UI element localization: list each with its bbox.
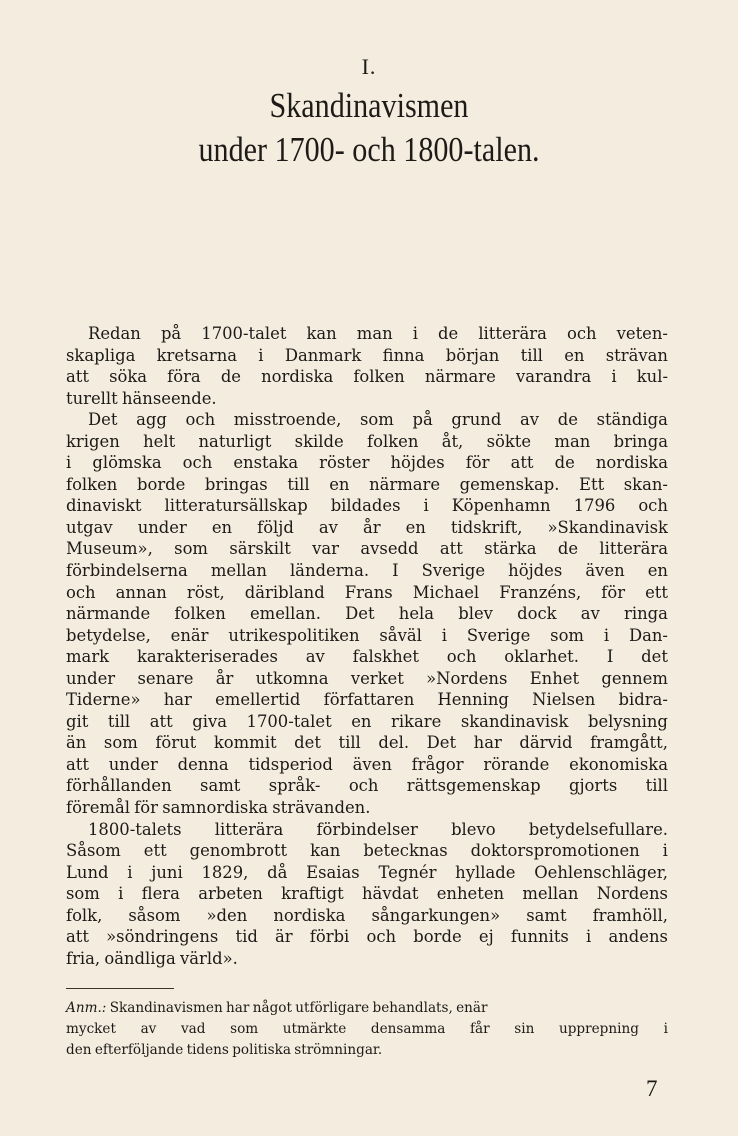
text-line [66,474,668,496]
word: en [564,345,585,365]
text-line [66,603,668,625]
word: utkomna [255,668,329,688]
word: Såsom [66,841,121,861]
word: rikare [390,711,442,731]
word: del. [378,733,410,753]
word: sökte [486,431,532,451]
word: får [469,1021,490,1037]
word: därvid [519,733,573,753]
word: betydelse, [66,625,151,645]
word: som [550,625,584,645]
word: finna [382,345,425,365]
word: litterära [478,324,547,343]
word: grund [451,410,502,430]
word: gjorts [568,776,618,796]
text-line [66,538,668,560]
word: stärka [484,539,537,559]
word: Det [88,410,118,430]
word: till [287,474,310,494]
word: veten- [616,324,668,343]
word: tidsperiod [248,754,333,774]
word: avsedd [360,539,419,559]
word: giva [192,711,227,731]
word: strävan [605,345,668,365]
word: att [149,711,173,731]
word: har [473,733,502,753]
word: i [586,927,592,947]
page-number: 7 [646,1076,658,1101]
word: har [163,690,192,710]
word: som [174,539,208,559]
word: att [66,927,89,947]
text-line [66,926,668,948]
word: även [352,754,392,774]
word: doktorspromotionen [470,841,640,861]
word: av [318,517,338,537]
word: och [185,410,216,430]
word: senare [137,668,194,688]
word: ständiga [596,410,668,430]
word: Frans [344,582,393,602]
word: dinaviskt [66,496,142,516]
word: närmare [369,474,441,494]
word: de [554,453,575,473]
word: till [338,733,361,753]
word: i [611,367,617,387]
word: ej [478,927,494,947]
word: skilde [294,431,344,451]
word: kan [306,324,337,343]
word: bringa [613,431,668,451]
word: det [294,733,321,753]
word: i [423,496,429,516]
word: samt [200,776,241,796]
text-line [66,431,668,453]
word: betecknas [363,841,448,861]
body-text [66,323,668,969]
word: emellertid [215,690,301,710]
word: de [557,539,579,559]
text-line [66,819,668,841]
footnote-line-1-text: Skandinavismen har något utförligare behandlats, enär [106,1000,488,1016]
footnote [66,998,668,1061]
word: att [66,367,89,387]
word: folken [353,367,405,387]
word: de [438,324,459,343]
text-line [66,775,668,797]
word: denna [177,754,229,774]
text-line: fria, oändliga värld». [66,948,238,968]
word: folken [174,604,226,624]
word: dock [517,604,557,624]
chapter-title-line-1: Skandinavismen [269,86,469,125]
text-line [66,560,668,582]
text-line [66,668,668,690]
word: Ett [579,474,605,494]
word: av [520,410,540,430]
word: och [66,582,96,602]
word: Sverige [421,561,486,581]
word: emellan. [249,604,321,624]
word: Tiderne» [66,690,141,710]
word: Lund [66,862,109,882]
word: att [439,539,463,559]
text-line [66,862,668,884]
word: skapliga [66,345,136,365]
word: andens [608,927,668,947]
footnote-line-3: den efterföljande tidens politiska strömningar. [66,1042,383,1058]
word: till [645,776,668,796]
word: Enhet [529,668,580,688]
word: agg [136,410,167,430]
word: verket [350,668,404,688]
word: en [405,517,426,537]
text-line [66,366,668,388]
word: folken [66,474,118,494]
word: juni [151,862,183,882]
word: i [663,1021,668,1037]
word: då [267,862,288,882]
word: och [366,927,397,947]
word: i [127,862,133,882]
word: tidskrift, [450,517,523,537]
word: en [351,711,372,731]
word: Museum», [66,539,153,559]
word: borde [136,474,186,494]
word: som [103,733,138,753]
text-line [66,905,668,927]
word: 1700-talet [201,324,287,343]
word: förbindelserna [66,561,188,581]
word: en [647,561,668,581]
word: hela [398,604,435,624]
word: Tegnér [378,862,437,882]
text-line [66,582,668,604]
word: Danmark [284,345,362,365]
word: i [66,453,72,473]
footnote-line-2 [66,1019,668,1040]
word: glömska [92,453,162,473]
word: höjdes [508,561,563,581]
footnote-label: Anm.: [66,1000,107,1016]
word: belysning [587,711,668,731]
word: början [445,345,500,365]
word: »den [206,905,248,925]
word: folken [367,431,419,451]
text-line [66,625,668,647]
word: såväl [379,625,422,645]
word: ringa [624,604,668,624]
word: vad [180,1021,206,1037]
text-line [66,840,668,862]
word: kul- [636,367,668,387]
word: förbi [309,927,350,947]
word: en [329,474,350,494]
word: i [662,841,668,861]
word: i [441,625,447,645]
word: Franzéns, [499,582,582,602]
word: Henning [437,690,509,710]
word: hävdat [361,884,419,904]
word: Oehlenschläger, [534,862,668,882]
word: även [585,561,625,581]
word: Sverige [466,625,531,645]
word: för [601,582,626,602]
word: gemenskap. [459,474,560,494]
word: som [360,410,394,430]
word: var [312,539,340,559]
word: åt, [441,431,464,451]
word: sångarkungen» [371,905,501,925]
word: upprepning [558,1021,639,1037]
word: skandinavisk [460,711,569,731]
word: röster [319,453,370,473]
word: misstroende, [233,410,342,430]
word: som [66,884,100,904]
word: föra [167,367,201,387]
word: 1800-talets [88,819,182,839]
word: frågor [411,754,464,774]
word: I [392,561,399,581]
word: Det [426,733,457,753]
word: betydelsefullare. [528,819,668,839]
word: och [182,453,213,473]
text-line [66,689,668,711]
word: falskhet [352,647,419,667]
word: tid [235,927,258,947]
word: mellan [522,884,579,904]
word: blev [458,604,493,624]
word: utgav [66,517,113,537]
word: git [66,711,89,731]
word: kraftigt [281,884,344,904]
text-line [66,883,668,905]
word: arbeten [198,884,263,904]
word: en [211,517,233,537]
word: i [118,884,124,904]
word: av [140,1021,157,1037]
word: borde [413,927,462,947]
word: oklarhet. [504,647,579,667]
word: närmande [66,604,151,624]
word: gennem [601,668,668,688]
word: karakteriserades [136,647,278,667]
word: annan [115,582,167,602]
word: nordiska [261,367,334,387]
word: de [220,367,242,387]
word: blevo [451,819,496,839]
word: och [446,647,477,667]
footnote-divider [66,988,174,989]
word: såsom [128,905,181,925]
word: av [305,647,325,667]
word: mycket [66,1021,116,1037]
word: bildades [330,496,401,516]
word: och [638,496,668,516]
word: språk- [268,776,321,796]
text-line [66,345,668,367]
word: länderna. [289,561,370,581]
word: på [160,324,182,343]
text-line [66,452,668,474]
word: Köpenhamn [451,496,551,516]
word: 1796 [573,496,616,516]
word: bringas [204,474,268,494]
word: utmärkte [282,1021,347,1037]
paragraph-2 [66,409,668,818]
chapter-number: I. [361,54,377,79]
word: år [362,517,381,537]
word: litteratursällskap [164,496,308,516]
word: skan- [623,474,668,494]
word: Redan [88,324,141,343]
word: som [230,1021,259,1037]
text-line [66,495,668,517]
word: författaren [323,690,415,710]
word: Nordens [596,884,668,904]
word: flera [141,884,180,904]
word: utrikespolitiken [228,625,360,645]
word: än [66,733,87,753]
word: »söndringens [106,927,219,947]
word: under [108,754,158,774]
word: att [510,453,534,473]
word: enheten [436,884,505,904]
word: höjdes [390,453,445,473]
word: I [606,647,614,667]
word: det [641,647,668,667]
word: hyllade [455,862,516,882]
word: framhöll, [592,905,668,925]
word: 1829, [201,862,249,882]
word: rörande [483,754,550,774]
word: kretsarna [156,345,238,365]
word: av [580,604,600,624]
word: kommit [213,733,277,753]
text-line: turellt hänseende. [66,388,217,408]
text-line [66,323,668,345]
word: förut [155,733,197,753]
text-line [66,409,668,431]
word: och [566,324,597,343]
word: man [554,431,591,451]
word: i [412,324,418,343]
chapter-title-line-2: under 1700- och 1800-talen. [198,130,540,169]
word: för [465,453,490,473]
word: krigen [66,431,120,451]
word: naturligt [198,431,272,451]
word: nordiska [595,453,668,473]
text-line [66,517,668,539]
word: 1700-talet [246,711,332,731]
word: ett [143,841,167,861]
word: framgått, [590,733,668,753]
word: år [215,668,234,688]
word: densamma [370,1021,446,1037]
word: röst, [186,582,225,602]
word: särskilt [229,539,291,559]
word: varandra [515,367,592,387]
footnote-line-1 [66,998,668,1019]
word: i [258,345,264,365]
word: man [356,324,393,343]
word: folk, [66,905,103,925]
word: nordiska [273,905,346,925]
word: till [107,711,131,731]
word: bidra- [618,690,668,710]
word: de [557,410,578,430]
word: mark [66,647,110,667]
word: Esaias [306,862,360,882]
word: närmare [424,367,496,387]
footnote-line-2-text [66,1019,668,1040]
word: genombrott [189,841,288,861]
paragraph-1 [66,323,668,409]
word: på [412,410,433,430]
word: förhållanden [66,776,172,796]
word: Michael [412,582,480,602]
word: följd [257,517,294,537]
word: enstaka [233,453,299,473]
word: ekonomiska [569,754,668,774]
text-line [66,646,668,668]
word: kan [310,841,341,861]
word: Det [345,604,375,624]
text-line [66,711,668,733]
word: är [275,927,293,947]
word: litterära [214,819,284,839]
word: ett [645,582,668,602]
word: samt [526,905,567,925]
word: under [137,517,187,537]
word: Nielsen [532,690,596,710]
paragraph-3 [66,819,668,970]
word: »Nordens [426,668,508,688]
word: rättsgemenskap [406,776,541,796]
word: helt [143,431,176,451]
word: »Skandinavisk [547,517,668,537]
word: att [66,754,89,774]
text-line [66,754,668,776]
word: mellan [210,561,267,581]
word: sin [514,1021,535,1037]
word: förbindelser [316,819,418,839]
word: Dan- [628,625,668,645]
word: till [520,345,543,365]
word: enär [170,625,209,645]
text-line [66,732,668,754]
text-line: föremål för samnordiska strävanden. [66,798,371,818]
word: litterära [599,539,668,559]
word: funnits [510,927,569,947]
word: under [66,668,116,688]
word: däribland [244,582,325,602]
word: och [348,776,379,796]
word: i [603,625,610,645]
word: söka [109,367,148,387]
